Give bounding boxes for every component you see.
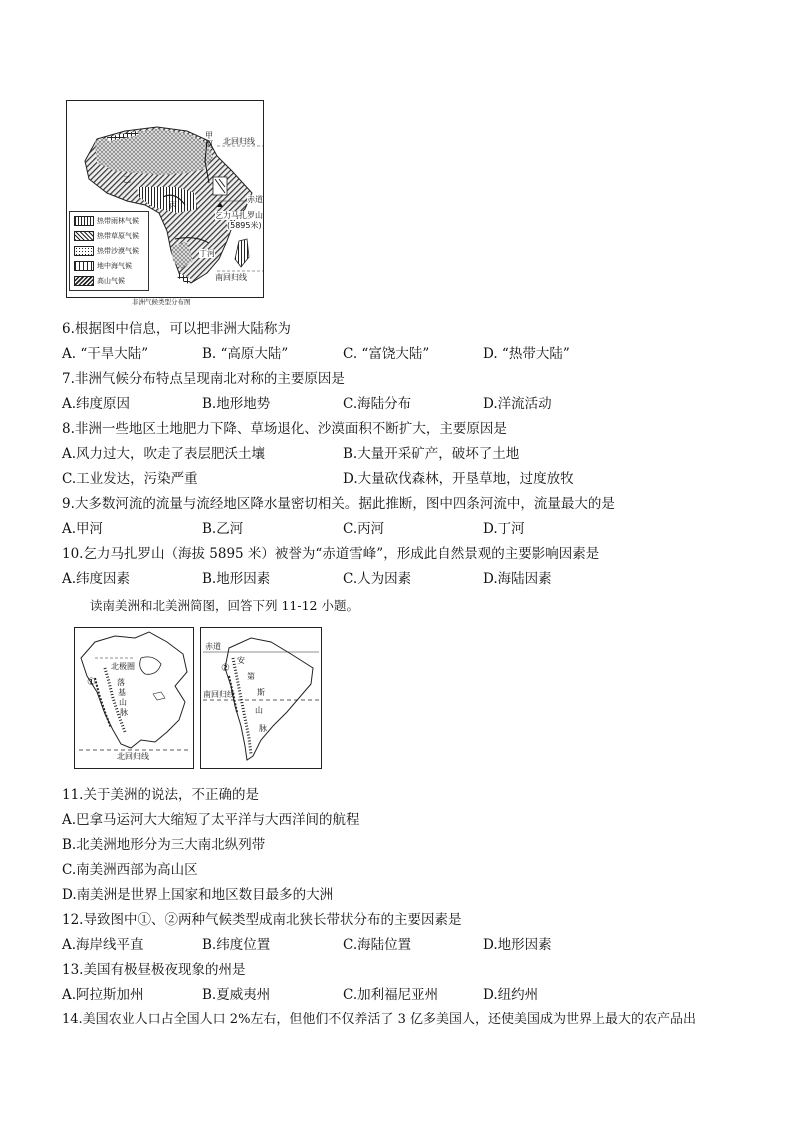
question-14-stem: 14.美国农业人口占全国人口 2%左右，但他们不仅养活了 3 亿多美国人，还使美国成为世界上最大的农产品出 [62, 1012, 696, 1027]
map-label-bing: 丙 [169, 201, 177, 210]
legend-item-highland: 高山气候 [74, 276, 125, 286]
legend-item-rainforest: 热带雨林气候 [74, 216, 139, 226]
q6-option-c: C. “富饶大陆” [343, 346, 430, 362]
q9-option-c: C.丙河 [343, 521, 385, 537]
na-label-tropic: 北回归线 [117, 752, 149, 761]
q6-option-a: A. “干旱大陆” [62, 346, 149, 362]
question-7-stem: 7.非洲气候分布特点呈现南北对称的主要原因是 [62, 371, 345, 387]
americas-intro: 读南美洲和北美洲简图，回答下列 11-12 小题。 [90, 598, 359, 613]
question-8-stem: 8.非洲一些地区土地肥力下降、草场退化、沙漠面积不断扩大，主要原因是 [62, 421, 507, 437]
sa-label-tropic: 南回归线 [203, 690, 235, 699]
q13-option-a: A.阿拉斯加州 [62, 987, 144, 1003]
q12-option-a: A.海岸线平直 [62, 937, 144, 953]
sa-label-andes-5: 脉 [259, 724, 267, 733]
question-13-stem: 13.美国有极昼极夜现象的州是 [62, 962, 246, 978]
q8-option-a: A.风力过大，吹走了表层肥沃土壤 [62, 446, 266, 462]
africa-map-caption: 非洲气候类型分布图 [132, 298, 191, 306]
q13-option-b: B.夏威夷州 [202, 987, 271, 1003]
question-11-stem: 11.关于美洲的说法，不正确的是 [62, 787, 259, 803]
q8-option-c: C.工业发达，污染严重 [62, 471, 198, 487]
legend-item-mediterranean: 地中海气候 [74, 261, 132, 271]
q11-option-c: C.南美洲西部为高山区 [62, 862, 198, 878]
legend-item-desert: 热带沙漠气候 [74, 246, 139, 256]
q7-option-d: D.洋流活动 [483, 396, 552, 412]
sa-label-andes-1: 安 [237, 656, 245, 665]
map-label-jia: 甲河 [205, 131, 213, 149]
q10-option-c: C.人为因素 [343, 571, 412, 587]
na-label-rocky-4: 脉 [120, 708, 128, 717]
map-label-equator: 赤道 [247, 195, 263, 204]
question-9-stem: 9.大多数河流的流量与流经地区降水量密切相关。据此推断，图中四条河流中，流量最大的是 [62, 496, 615, 512]
q12-option-c: C.海陆位置 [343, 937, 412, 953]
map-label-yi: 乙 [123, 175, 131, 184]
na-label-arctic: 北极圈 [111, 662, 135, 671]
map-label-tropic-south: 南回归线 [215, 273, 247, 282]
map-label-tropic-north: 北回归线 [223, 137, 255, 146]
q9-option-a: A.甲河 [62, 521, 104, 537]
q7-option-b: B.地形地势 [202, 396, 271, 412]
q11-option-b: B.北美洲地形分为三大南北纵列带 [62, 837, 266, 853]
q10-option-d: D.海陆因素 [483, 571, 552, 587]
map-label-kili-height: (5895米) [227, 221, 262, 230]
legend-item-savanna: 热带草原气候 [74, 231, 139, 241]
q12-option-b: B.纬度位置 [202, 937, 271, 953]
q11-option-a: A.巴拿马运河大大缩短了太平洋与大西洋间的航程 [62, 812, 360, 828]
q10-option-a: A.纬度因素 [62, 571, 131, 587]
q8-option-b: B.大量开采矿产，破坏了土地 [343, 446, 520, 462]
north-america-map [74, 627, 194, 769]
q10-option-b: B.地形因素 [202, 571, 271, 587]
q6-option-d: D. “热带大陆” [483, 346, 570, 362]
na-landmass [81, 632, 187, 748]
north-america-drawing [75, 628, 193, 768]
map-legend [69, 211, 149, 291]
sa-label-andes-2: 第 [247, 672, 255, 681]
question-6-stem: 6.根据图中信息，可以把非洲大陆称为 [62, 321, 291, 337]
q13-option-d: D.纽约州 [483, 987, 539, 1003]
sa-label-circle-2: ② [221, 663, 230, 674]
q6-option-b: B. “高原大陆” [202, 346, 289, 362]
sa-label-andes-3: 斯 [257, 688, 265, 697]
q7-option-a: A.纬度原因 [62, 396, 131, 412]
madagascar [235, 239, 249, 267]
map-label-ding: 丁河 [199, 249, 215, 258]
map-label-kili: 乞力马扎罗山 [215, 211, 263, 220]
na-label-rocky-3: 山 [119, 698, 127, 707]
q9-option-d: D.丁河 [483, 521, 525, 537]
sa-label-equator: 赤道 [205, 642, 221, 651]
africa-climate-map [66, 100, 264, 298]
q7-option-c: C.海陆分布 [343, 396, 412, 412]
na-label-rocky-1: 落 [117, 678, 125, 687]
question-10-stem: 10.乞力马扎罗山（海拔 5895 米）被誉为“赤道雪峰”，形成此自然景观的主要影响因素是 [62, 546, 600, 562]
q11-option-d: D.南美洲是世界上国家和地区数目最多的大洲 [62, 887, 334, 903]
na-label-circle-1: ① [87, 677, 96, 688]
south-america-map [200, 627, 322, 769]
question-12-stem: 12.导致图中①、②两种气候类型成南北狭长带状分布的主要因素是 [62, 912, 462, 928]
rainforest [137, 187, 197, 213]
q13-option-c: C.加利福尼亚州 [343, 987, 439, 1003]
q12-option-d: D.地形因素 [483, 937, 552, 953]
sa-label-andes-4: 山 [255, 706, 263, 715]
q8-option-d: D.大量砍伐森林，开垦草地，过度放牧 [343, 471, 574, 487]
q9-option-b: B.乙河 [202, 521, 244, 537]
na-label-rocky-2: 基 [118, 688, 126, 697]
